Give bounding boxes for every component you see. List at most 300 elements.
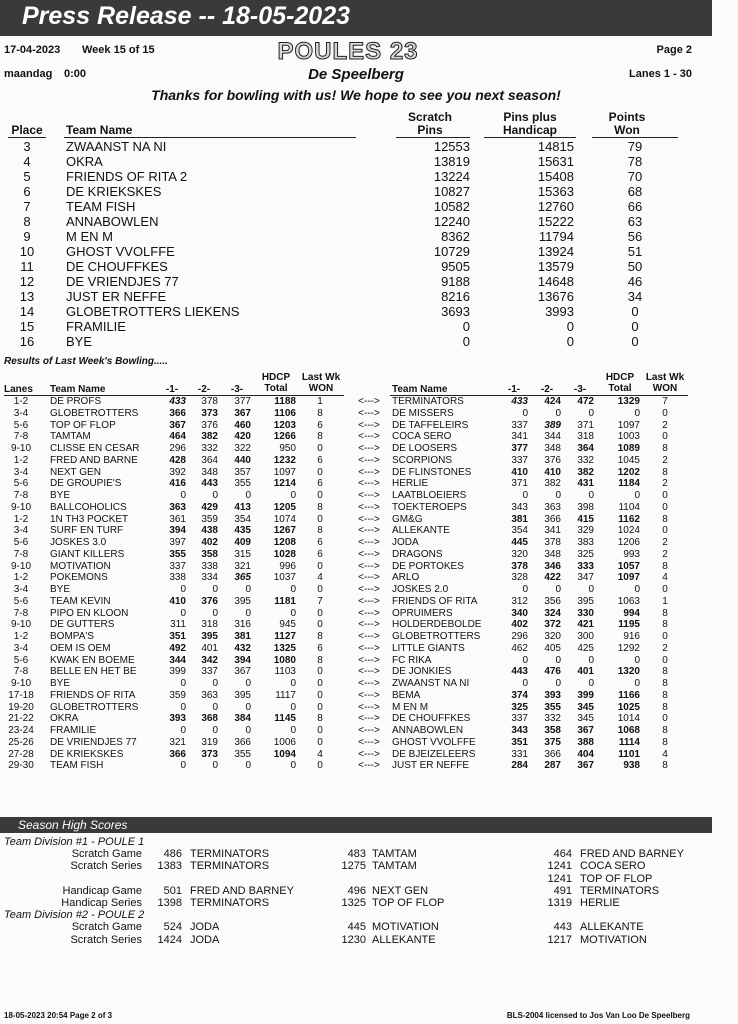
game-score-right: 372 [544,619,561,631]
game-score-right: 347 [577,572,594,584]
team-right-cell: ZWAANST NA NI [392,678,470,689]
versus-arrow: <---> [358,478,380,490]
team-name-cell: M EN M [66,229,113,244]
team-2: TAMTAM [372,848,417,861]
page-number: Page 2 [656,44,692,56]
scratch-header: Scratch Pins [407,110,453,137]
lanes-cell: 3-4 [13,642,29,654]
lanes-cell: 25-26 [8,736,34,748]
won-right: 0 [662,501,668,513]
won-left: 6 [317,478,323,490]
versus-arrow: <---> [358,619,380,631]
game-score-left: 0 [212,701,218,713]
team-left-cell: DE VRIENDJES 77 [50,736,137,748]
points-won-cell: 78 [627,154,643,169]
game-score-left: 296 [169,443,186,454]
scratch-pins-cell: 12553 [433,139,470,154]
lanes-cell: 7-8 [13,431,29,443]
team-left-cell: DE GROUPIE'S [50,478,122,490]
game-score-right: 443 [511,666,528,678]
won-left: 0 [317,689,323,701]
game-score-right: 337 [511,454,528,466]
game-score-right: 0 [555,584,561,595]
team-left-cell: BALLCOHOLICS [50,501,127,513]
team-right-cell: TOEKTEROEPS [392,501,467,513]
scratch-pins-cell: 8216 [441,289,470,304]
game-score-right: 366 [544,748,561,760]
game3-header-right: -3- [573,384,587,395]
score-2: 1275 [341,860,366,873]
game-score-left: 344 [169,654,186,666]
game1-header-right: -1- [507,384,521,395]
result-row [0,561,712,573]
week-info: Week 15 of 15 [82,44,155,56]
game-score-right: 383 [577,537,594,548]
game-score-left: 492 [169,642,186,654]
hdcp-total-right: 1206 [617,537,640,548]
won-right: 8 [662,666,668,678]
lanes-cell: 23-24 [8,725,34,736]
game-score-right: 424 [544,396,561,407]
won-right: 8 [662,689,668,701]
category-label: Handicap Game [62,884,142,897]
versus-arrow: <---> [358,689,380,701]
game-score-left: 359 [201,513,218,525]
hdcp-total-right: 938 [623,760,640,772]
game-score-right: 0 [555,407,561,419]
game-score-right: 351 [511,736,528,748]
team-left-cell: DE KRIEKSKES [50,748,124,760]
points-won-cell: 34 [627,289,643,304]
team-name-cell: FRIENDS OF RITA 2 [66,169,188,184]
game-score-left: 0 [212,584,218,595]
game-score-right: 332 [544,713,561,725]
team-2: MOTIVATION [372,921,439,934]
game-score-left: 0 [212,760,218,772]
team-right-cell: LITTLE GIANTS [392,642,465,654]
team-3: MOTIVATION [580,933,647,946]
team-left-cell: DE PROFS [50,396,102,407]
team-header-right: Team Name [392,384,448,395]
team-right-cell: DE PORTOKES [392,560,464,572]
game-score-left: 332 [201,443,218,454]
won-right: 0 [662,490,668,501]
team-right-cell: DE JONKIES [392,666,452,678]
versus-arrow: <---> [358,407,380,419]
versus-arrow: <---> [358,419,380,431]
points-won-cell: 68 [627,184,643,199]
team-right-cell: HERLIE [392,478,429,490]
game-score-left: 410 [169,595,186,607]
standings-row [0,199,712,214]
team-2: TAMTAM [372,860,417,873]
game-score-left: 395 [234,689,251,701]
won-right: 8 [662,701,668,713]
handicap-pins-cell: 14648 [537,274,574,289]
underline [396,137,470,138]
page-title: Press Release -- 18-05-2023 [22,2,351,30]
hdcp-total-left: 1080 [273,654,296,666]
team-right-cell: DE FLINSTONES [392,466,472,478]
result-row [0,584,712,596]
game-score-right: 378 [544,537,561,548]
lanes-cell: 1-2 [13,454,29,466]
game2-header-right: -2- [540,384,554,395]
versus-arrow: <---> [358,584,380,595]
press-release-banner [0,0,712,36]
hdcp-total-right: 0 [634,490,640,501]
team-left-cell: FRAMILIE [50,725,97,736]
hdcp-total-left: 1145 [274,713,296,725]
game-score-right: 320 [544,631,561,642]
hdcp-total-right: 1202 [617,466,640,478]
versus-arrow: <---> [358,560,380,572]
team-name-header: Team Name [66,123,133,137]
underline [484,137,576,138]
versus-arrow: <---> [358,713,380,725]
hdcp-total-left: 1097 [273,466,296,478]
game-score-right: 345 [577,701,594,713]
scratch-pins-cell: 13819 [433,154,470,169]
won-left: 1 [317,396,323,407]
hdcp-total-left: 950 [279,443,296,454]
team-right-cell: DE BJEIZELEERS [392,748,476,760]
points-won-cell: 70 [627,169,643,184]
game-score-right: 388 [577,736,594,748]
hdcp-total-right: 1068 [617,725,640,736]
lanes-cell: 5-6 [13,478,29,490]
team-1: JODA [190,933,220,946]
scratch-pins-cell: 0 [462,334,470,349]
team-right-cell: JUST ER NEFFE [392,760,470,772]
game-score-right: 377 [511,443,528,454]
game-score-left: 443 [201,478,218,490]
team-name-cell: DE VRIENDJES 77 [66,274,179,289]
versus-arrow: <---> [358,701,380,713]
game-score-left: 394 [234,654,251,666]
lanes-cell: 9-10 [10,501,31,513]
hdcp-total-left: 0 [290,490,296,501]
team-left-cell: GIANT KILLERS [50,548,125,560]
handicap-pins-cell: 0 [566,319,574,334]
won-right: 0 [662,525,668,537]
lanes-cell: 9-10 [10,678,31,689]
game-score-left: 322 [234,443,251,454]
won-left: 6 [317,642,323,654]
team-left-cell: SURF EN TURF [50,525,124,537]
team-name-cell: DE KRIEKSKES [66,184,162,199]
game-score-left: 363 [201,689,218,701]
team-left-cell: DE GUTTERS [50,619,115,631]
versus-arrow: <---> [358,396,380,407]
game-score-right: 371 [511,478,528,490]
hdcp-total-right: 1104 [618,501,640,513]
versus-arrow: <---> [358,537,380,548]
result-row [0,655,712,667]
team-left-cell: FRIENDS OF RITA [50,689,136,701]
team-right-cell: FRIENDS OF RITA [392,595,478,607]
result-row [0,725,712,737]
won-right: 4 [662,572,668,584]
team-right-cell: JODA [392,537,419,548]
handicap-pins-cell: 14815 [537,139,574,154]
won-right: 8 [662,443,668,454]
result-row [0,713,712,725]
game-score-left: 420 [234,431,251,443]
game-score-right: 402 [511,619,528,631]
team-name-cell: DE CHOUFFKES [66,259,168,274]
team-2: NEXT GEN [372,884,429,897]
game-score-left: 401 [201,642,218,654]
game-score-left: 0 [180,490,186,501]
game-score-left: 358 [201,548,218,560]
high-score-row [0,848,712,860]
game-score-right: 374 [511,689,528,701]
game-score-right: 0 [588,407,594,419]
lanes-cell: 7-8 [13,548,29,560]
game-score-left: 319 [201,736,218,748]
result-row [0,408,712,420]
won-left: 8 [317,407,323,419]
versus-arrow: <---> [358,490,380,501]
score-2: 1325 [341,897,366,909]
game-score-right: 431 [577,478,594,490]
game-score-left: 435 [234,525,251,537]
game-score-right: 382 [544,478,561,490]
game-score-left: 355 [234,478,251,490]
points-won-cell: 46 [627,274,643,289]
points-header: Points Won [608,110,646,137]
game-score-left: 381 [234,631,251,642]
won-right: 8 [662,513,668,525]
result-row [0,502,712,514]
won-left: 8 [317,431,323,443]
game-score-left: 311 [170,619,186,631]
team-right-cell: SCORPIONS [392,454,453,466]
place-cell: 12 [19,274,35,289]
won-left: 0 [317,725,323,736]
versus-arrow: <---> [358,501,380,513]
underline [64,137,356,138]
game-score-left: 433 [169,396,186,407]
won-right: 8 [662,560,668,572]
won-right: 8 [662,678,668,689]
game-score-left: 438 [201,525,218,537]
hdcp-total-left: 0 [290,701,296,713]
time-label: 0:00 [64,68,87,80]
game-score-left: 392 [169,466,186,478]
won-left: 8 [317,525,323,537]
team-left-cell: MOTIVATION [50,560,111,572]
game-score-right: 364 [577,443,594,454]
standings-row [0,154,712,169]
game-score-right: 378 [511,560,528,572]
standings-row [0,259,712,274]
hdcp-total-left: 1266 [273,431,296,443]
game-score-left: 373 [201,748,218,760]
score-1: 524 [163,921,182,934]
team-name-cell: OKRA [66,154,103,169]
standings-row [0,274,712,289]
score-2: 496 [347,884,366,897]
game-score-right: 476 [544,666,561,678]
results-title: Results of Last Week's Bowling..... [4,356,168,367]
game-score-right: 331 [511,748,528,760]
versus-arrow: <---> [358,725,380,736]
game-score-left: 337 [201,666,218,678]
game-score-right: 348 [544,443,561,454]
team-name-cell: JUST ER NEFFE [66,289,167,304]
standings-row [0,304,712,319]
result-row [0,537,712,549]
game-score-right: 312 [511,595,528,607]
lanes-cell: 5-6 [13,595,29,607]
score-3: 1241 [547,872,572,885]
game-score-right: 337 [511,713,528,725]
division-label: Team Division #2 - POULE 2 [4,909,145,922]
standings-row [0,319,712,334]
team-right-cell: ARLO [392,572,420,584]
team-right-cell: DE TAFFELEIRS [392,419,469,431]
lanes-range: Lanes 1 - 30 [629,68,692,80]
result-row [0,760,712,772]
scratch-pins-cell: 0 [462,319,470,334]
game-score-right: 395 [577,595,594,607]
won-right: 2 [662,548,668,560]
handicap-pins-cell: 11794 [538,229,574,244]
lanes-cell: 3-4 [13,525,29,537]
team-right-cell: GM&G [392,513,423,525]
game-score-right: 328 [511,572,528,584]
points-won-cell: 0 [631,304,639,319]
score-3: 443 [553,921,572,934]
hdcp-total-left: 1037 [273,572,296,584]
points-won-cell: 0 [631,334,639,349]
game-score-left: 0 [212,725,218,736]
game-score-right: 404 [577,748,594,760]
team-name-cell: ZWAANST NA NI [66,139,167,154]
versus-arrow: <---> [358,631,380,642]
won-right: 8 [662,725,668,736]
standings-row [0,169,712,184]
game-score-right: 421 [577,619,594,631]
handicap-pins-cell: 0 [566,334,574,349]
result-row [0,702,712,714]
game-score-left: 367 [169,419,186,431]
scratch-pins-cell: 9505 [441,259,470,274]
lanes-cell: 1-2 [13,396,29,407]
game-score-left: 0 [180,760,186,772]
team-2: ALLEKANTE [372,933,436,946]
standings-row [0,139,712,154]
versus-arrow: <---> [358,748,380,760]
result-row [0,490,712,502]
won-right: 0 [662,713,668,725]
versus-arrow: <---> [358,572,380,584]
won-left: 0 [317,584,323,595]
won-right: 8 [662,736,668,748]
hdcp-total-right: 993 [623,548,640,560]
game3-header-left: -3- [230,384,244,395]
game-score-left: 440 [234,454,251,466]
game-score-right: 324 [544,607,561,619]
game-score-right: 356 [544,595,561,607]
won-left: 0 [317,736,323,748]
result-row [0,455,712,467]
team-left-cell: BOMPA'S [50,631,94,642]
handicap-pins-cell: 15631 [537,154,574,169]
game-score-right: 472 [577,396,594,407]
game-score-left: 315 [234,548,251,560]
game-score-left: 0 [180,584,186,595]
game-score-right: 300 [577,631,594,642]
team-3: TOP OF FLOP [580,872,653,885]
game-score-left: 361 [169,513,186,525]
lanes-cell: 27-28 [8,748,34,760]
game-score-right: 410 [511,466,528,478]
game-score-left: 0 [245,678,251,689]
result-row [0,608,712,620]
game-score-left: 384 [234,713,251,725]
game-score-right: 348 [544,548,561,560]
won-left: 0 [317,560,323,572]
team-left-cell: TAMTAM [50,431,91,443]
standings-row [0,244,712,259]
game-score-left: 409 [234,537,251,548]
game1-header-left: -1- [165,384,179,395]
won-left: 8 [317,713,323,725]
game-score-right: 381 [511,513,528,525]
game-score-left: 0 [245,607,251,619]
high-score-row [0,873,712,885]
game-score-right: 371 [577,419,594,431]
won-right: 2 [662,454,668,466]
won-left: 0 [317,701,323,713]
result-row [0,631,712,643]
game-score-right: 318 [577,431,594,443]
game-score-left: 0 [212,678,218,689]
team-left-cell: JOSKES 3.0 [50,537,107,548]
place-cell: 7 [23,199,31,214]
game-score-right: 366 [544,513,561,525]
versus-arrow: <---> [358,513,380,525]
won-right: 2 [662,642,668,654]
won-header-left: Last Wk WON [301,372,341,394]
won-left: 0 [317,760,323,772]
won-right: 4 [662,748,668,760]
won-left: 4 [317,572,323,584]
won-left: 6 [317,548,323,560]
team-left-cell: TEAM FISH [50,760,104,772]
game-score-right: 0 [555,490,561,501]
won-right: 8 [662,760,668,772]
team-left-cell: OKRA [50,713,79,725]
standings-row [0,214,712,229]
team-left-cell: OEM IS OEM [50,642,111,654]
score-3: 1217 [547,933,572,946]
hdcp-total-left: 1006 [273,736,296,748]
game-score-right: 341 [511,431,528,443]
hdcp-total-right: 0 [634,584,640,595]
won-right: 0 [662,584,668,595]
place-cell: 15 [19,319,35,334]
versus-arrow: <---> [358,678,380,689]
game-score-left: 460 [234,419,251,431]
team-left-cell: POKEMONS [50,572,108,584]
won-left: 7 [317,595,323,607]
won-right: 1 [662,595,668,607]
lanes-cell: 9-10 [10,560,31,572]
